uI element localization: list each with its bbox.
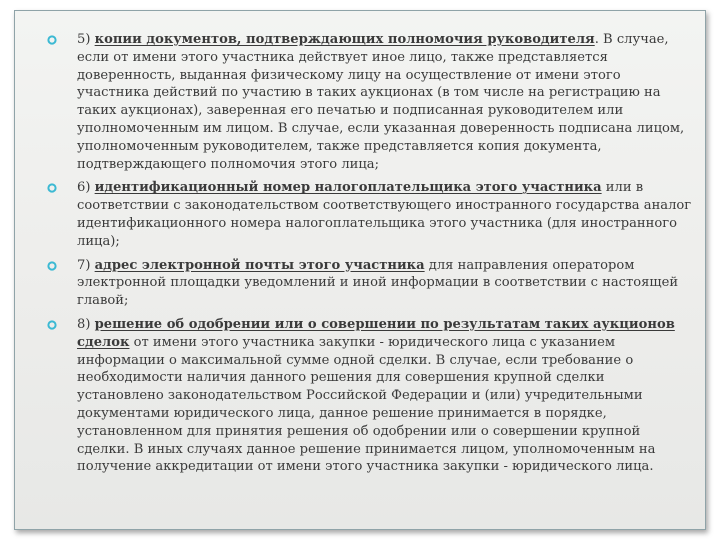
teal-ring-bullet-icon xyxy=(47,261,57,271)
list-item xyxy=(43,257,695,310)
item-text: для направления оператором электронной площадки уведомлений и иной информации в соответствии с настоящей главой; xyxy=(77,257,679,309)
requirements-list xyxy=(43,31,695,482)
item-emphasis: решение об одобрении или о совершении по результатам таких аукционов сделок xyxy=(77,316,675,350)
list-item xyxy=(43,179,695,250)
slide-frame xyxy=(14,10,706,530)
item-number: 8) xyxy=(77,316,91,332)
list-item xyxy=(43,31,695,173)
item-number: 5) xyxy=(77,32,91,47)
item-text: . В случае, если от имени этого участника действует иное лицо, также представляется доверенность, выданная физическому лицу на осуществление от имени этого участника действий по участию в таких аукционах (в том числе на регистрацию на таких аукционах), заверенная его печатью и подписанная руководителем или уполномоченным им лицом. В случае, если указанная доверенность подписана лицом, уполномоченным руководителем, также представляется копия документа, подтверждающего полномочия этого лица; xyxy=(77,32,685,172)
item-text: от имени этого участника закупки - юридического лица с указанием информации о максимальной сумме одной сделки. В случае, если требование о необходимости наличия данного решения для совершения крупной сделки установлено законодательством Российской Федерации и (или) учредительными документами юридического лица, данное решение принимается в порядке, установленном для принятия решения об одобрении или о совершении крупной сделки. В иных случаях данное решение принимается лицом, уполномоченным на получение аккредитации от имени этого участника закупки - юридического лица. xyxy=(77,334,656,475)
teal-ring-bullet-icon xyxy=(47,35,57,45)
item-text: или в соответствии с законодательством соответствующего иностранного государства аналог идентификационного номера налогоплательщика этого участника (для иностранного лица); xyxy=(77,180,692,249)
item-number: 7) xyxy=(77,257,91,273)
list-item xyxy=(43,316,695,476)
item-emphasis: копии документов, подтверждающих полномочия руководителя xyxy=(94,32,595,47)
item-emphasis: идентификационный номер налогоплательщика этого участника xyxy=(94,180,602,196)
item-emphasis: адрес электронной почты этого участника xyxy=(94,257,425,273)
teal-ring-bullet-icon xyxy=(47,320,57,330)
teal-ring-bullet-icon xyxy=(47,183,57,193)
item-number: 6) xyxy=(77,180,91,196)
